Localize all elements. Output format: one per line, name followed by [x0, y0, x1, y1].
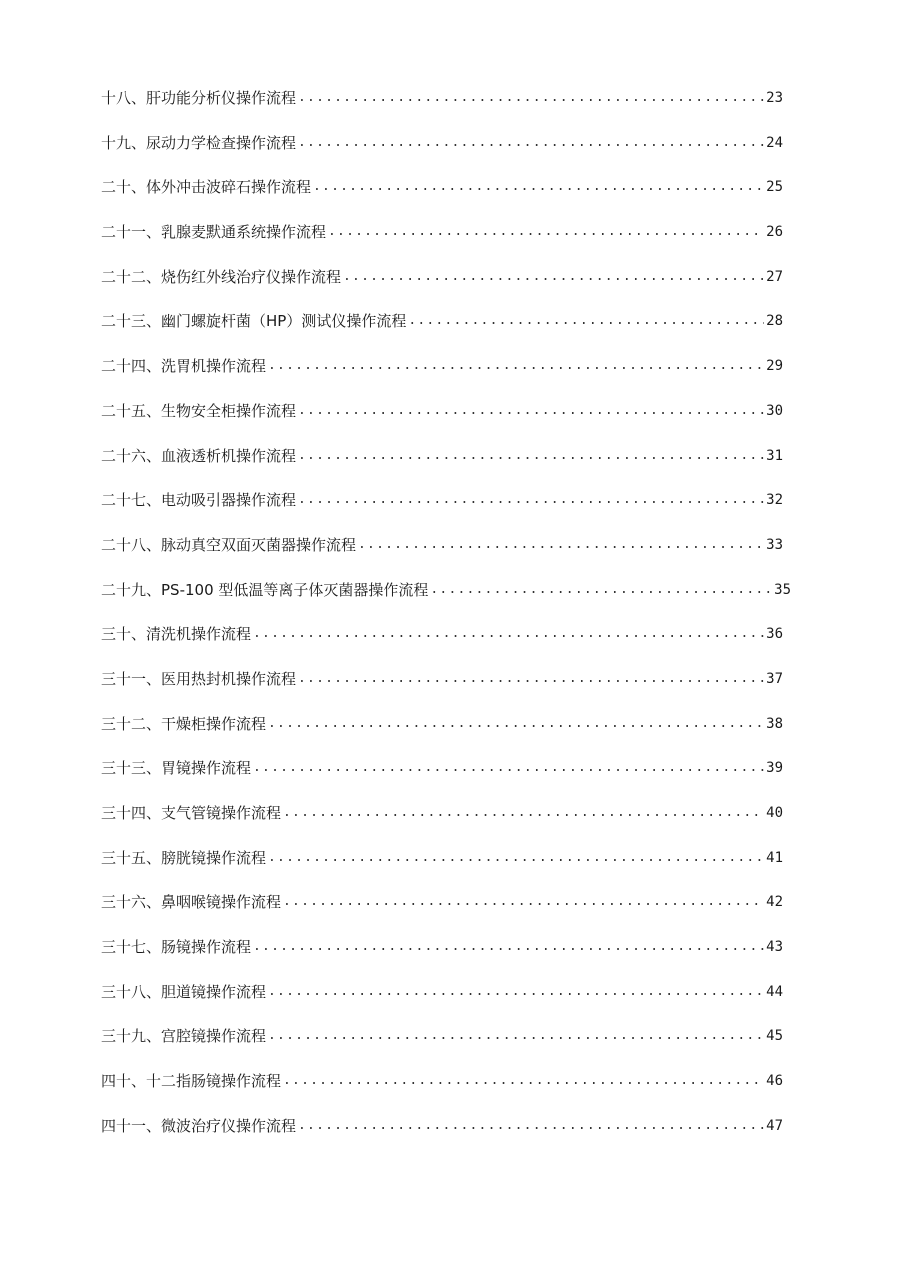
dot-leader	[430, 578, 772, 602]
toc-entry-page: 43	[766, 939, 783, 956]
toc-entry[interactable]	[101, 354, 791, 399]
toc-entry[interactable]	[101, 175, 791, 220]
dot-leader	[253, 622, 764, 646]
toc-entry-page: 23	[766, 90, 783, 106]
toc-entry-title: 三十、清洗机操作流程	[101, 625, 252, 644]
dot-leader	[268, 1024, 764, 1048]
toc-entry[interactable]	[101, 488, 791, 533]
toc-entry[interactable]	[101, 265, 791, 310]
toc-entry-page: 37	[766, 670, 783, 687]
toc-entry-title: 二十七、电动吸引器操作流程	[101, 491, 297, 510]
toc-entry[interactable]	[101, 399, 791, 444]
toc-entry-page: 26	[766, 224, 783, 241]
toc-entry-title: 二十八、脉动真空双面灭菌器操作流程	[101, 535, 357, 554]
toc-entry-page: 25	[766, 179, 783, 196]
dot-leader	[298, 1114, 764, 1138]
toc-entry-page: 35	[774, 581, 791, 598]
dot-leader	[283, 890, 764, 914]
dot-leader	[253, 935, 764, 959]
toc-entry[interactable]	[101, 890, 791, 935]
dot-leader	[298, 488, 764, 512]
dot-leader	[358, 533, 764, 557]
toc-entry-title: 二十六、血液透析机操作流程	[101, 446, 297, 465]
toc-entry-page: 45	[766, 1028, 783, 1045]
toc-entry[interactable]	[101, 801, 791, 846]
dot-leader	[298, 86, 764, 110]
toc-entry-page: 33	[766, 536, 783, 553]
toc-entry-page: 38	[766, 715, 783, 732]
toc-entry-title: 二十一、乳腺麦默通系统操作流程	[101, 223, 327, 242]
dot-leader	[298, 667, 764, 691]
dot-leader	[343, 265, 764, 289]
toc-entry[interactable]	[101, 86, 791, 131]
toc-entry-title: 三十六、鼻咽喉镜操作流程	[101, 893, 282, 912]
toc-entry[interactable]	[101, 712, 791, 757]
toc-entry-title: 三十五、膀胱镜操作流程	[101, 848, 267, 867]
toc-entry-page: 47	[766, 1117, 783, 1134]
toc-entry-title: 三十一、医用热封机操作流程	[101, 669, 297, 688]
toc-entry-title: 二十、体外冲击波碎石操作流程	[101, 178, 312, 197]
toc-entry[interactable]	[101, 533, 791, 578]
toc-entry-page: 24	[766, 134, 783, 151]
toc-entry-page: 30	[766, 402, 783, 419]
toc-entry-title: 二十五、生物安全柜操作流程	[101, 401, 297, 420]
toc-entry[interactable]	[101, 578, 791, 623]
toc-entry-title: 三十七、肠镜操作流程	[101, 938, 252, 957]
toc-entry-page: 36	[766, 626, 783, 643]
toc-entry[interactable]	[101, 1069, 791, 1114]
dot-leader	[268, 846, 764, 870]
toc-entry[interactable]	[101, 935, 791, 980]
toc-entry[interactable]	[101, 980, 791, 1025]
toc-entry-page: 39	[766, 760, 783, 777]
toc-entry[interactable]	[101, 131, 791, 176]
dot-leader	[328, 220, 764, 244]
toc-entry-page: 40	[766, 805, 783, 821]
toc-entry-page: 29	[766, 358, 783, 375]
toc-entry-page: 46	[766, 1073, 783, 1090]
dot-leader	[253, 756, 764, 780]
toc-entry-title: 二十九、PS-100 型低温等离子体灭菌器操作流程	[101, 580, 429, 599]
toc-entry-page: 44	[766, 983, 783, 1000]
dot-leader	[408, 309, 764, 333]
toc-entry[interactable]	[101, 1114, 791, 1159]
toc-entry-title: 十八、肝功能分析仪操作流程	[101, 89, 297, 107]
toc-entry[interactable]	[101, 622, 791, 667]
toc-entry-page: 41	[766, 849, 783, 866]
toc-entry-title: 三十四、支气管镜操作流程	[101, 804, 282, 822]
toc-entry-page: 31	[766, 447, 783, 464]
toc-entry[interactable]	[101, 309, 791, 354]
toc-entry[interactable]	[101, 846, 791, 891]
dot-leader	[298, 399, 764, 423]
toc-entry-page: 28	[766, 313, 783, 330]
toc-entry-title: 二十二、烧伤红外线治疗仪操作流程	[101, 267, 342, 286]
table-of-contents	[101, 86, 791, 1159]
toc-entry[interactable]	[101, 756, 791, 801]
dot-leader	[268, 354, 764, 378]
dot-leader	[268, 712, 764, 736]
dot-leader	[313, 175, 764, 199]
dot-leader	[298, 444, 764, 468]
toc-entry-title: 二十四、洗胃机操作流程	[101, 357, 267, 376]
toc-entry-title: 三十九、宫腔镜操作流程	[101, 1027, 267, 1046]
toc-entry-title: 四十、十二指肠镜操作流程	[101, 1072, 282, 1091]
toc-entry[interactable]	[101, 444, 791, 489]
toc-entry-page: 42	[766, 894, 783, 911]
toc-entry-title: 十九、尿动力学检查操作流程	[101, 133, 297, 152]
dot-leader	[283, 1069, 764, 1093]
dot-leader	[268, 980, 764, 1004]
toc-entry[interactable]	[101, 1024, 791, 1069]
toc-entry-title: 四十一、微波治疗仪操作流程	[101, 1116, 297, 1135]
toc-entry-title: 三十二、干燥柜操作流程	[101, 714, 267, 733]
toc-entry-title: 二十三、幽门螺旋杆菌（HP）测试仪操作流程	[101, 312, 407, 331]
toc-entry-title: 三十八、胆道镜操作流程	[101, 982, 267, 1001]
dot-leader	[298, 131, 764, 155]
toc-entry[interactable]	[101, 220, 791, 265]
dot-leader	[283, 801, 764, 825]
toc-entry-page: 32	[766, 492, 783, 509]
toc-entry-page: 27	[766, 268, 783, 285]
toc-entry[interactable]	[101, 667, 791, 712]
toc-entry-title: 三十三、胃镜操作流程	[101, 759, 252, 778]
